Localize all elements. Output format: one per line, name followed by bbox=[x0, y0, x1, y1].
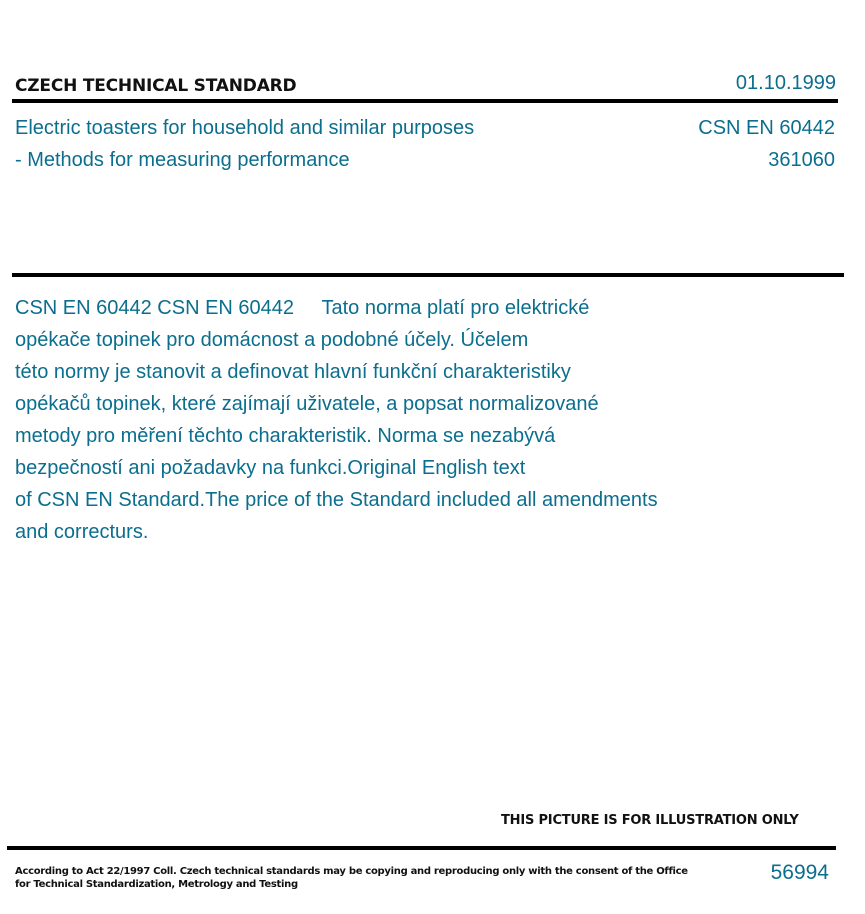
abstract-text bbox=[15, 292, 735, 548]
header-divider bbox=[12, 99, 838, 103]
body-divider bbox=[12, 273, 844, 277]
illustration-notice: THIS PICTURE IS FOR ILLUSTRATION ONLY bbox=[501, 813, 799, 828]
abstract-line: CSN EN 60442 CSN EN 60442 Tato norma platí pro elektrické bbox=[15, 297, 590, 319]
standard-type-label: CZECH TECHNICAL STANDARD bbox=[15, 76, 297, 96]
abstract-line: of CSN EN Standard.The price of the Standard included all amendments bbox=[15, 489, 658, 511]
abstract-line: metody pro měření těchto charakteristik. Norma se nezabývá bbox=[15, 425, 556, 447]
legal-notice bbox=[15, 865, 688, 891]
title-line-2: - Methods for measuring performance bbox=[15, 149, 350, 171]
legal-notice-line: for Technical Standardization, Metrology and Testing bbox=[15, 879, 298, 890]
legal-notice-line: According to Act 22/1997 Coll. Czech technical standards may be copying and reproducing only with the consent of the Office bbox=[15, 866, 688, 877]
abstract-line: této normy je stanovit a definovat hlavní funkční charakteristiky bbox=[15, 361, 571, 383]
footer-divider bbox=[7, 846, 836, 850]
abstract-line: bezpečností ani požadavky na funkci.Original English text bbox=[15, 457, 526, 479]
class-number: 361060 bbox=[768, 149, 835, 171]
standard-code: CSN EN 60442 bbox=[698, 117, 835, 139]
abstract-line: opékače topinek pro domácnost a podobné účely. Účelem bbox=[15, 329, 529, 351]
abstract-line: and correcturs. bbox=[15, 521, 149, 543]
title-line-1: Electric toasters for household and similar purposes bbox=[15, 117, 475, 139]
publication-date: 01.10.1999 bbox=[735, 72, 836, 94]
document-id: 56994 bbox=[770, 861, 829, 884]
abstract-line: opékačů topinek, které zajímají uživatele, a popsat normalizované bbox=[15, 393, 599, 415]
